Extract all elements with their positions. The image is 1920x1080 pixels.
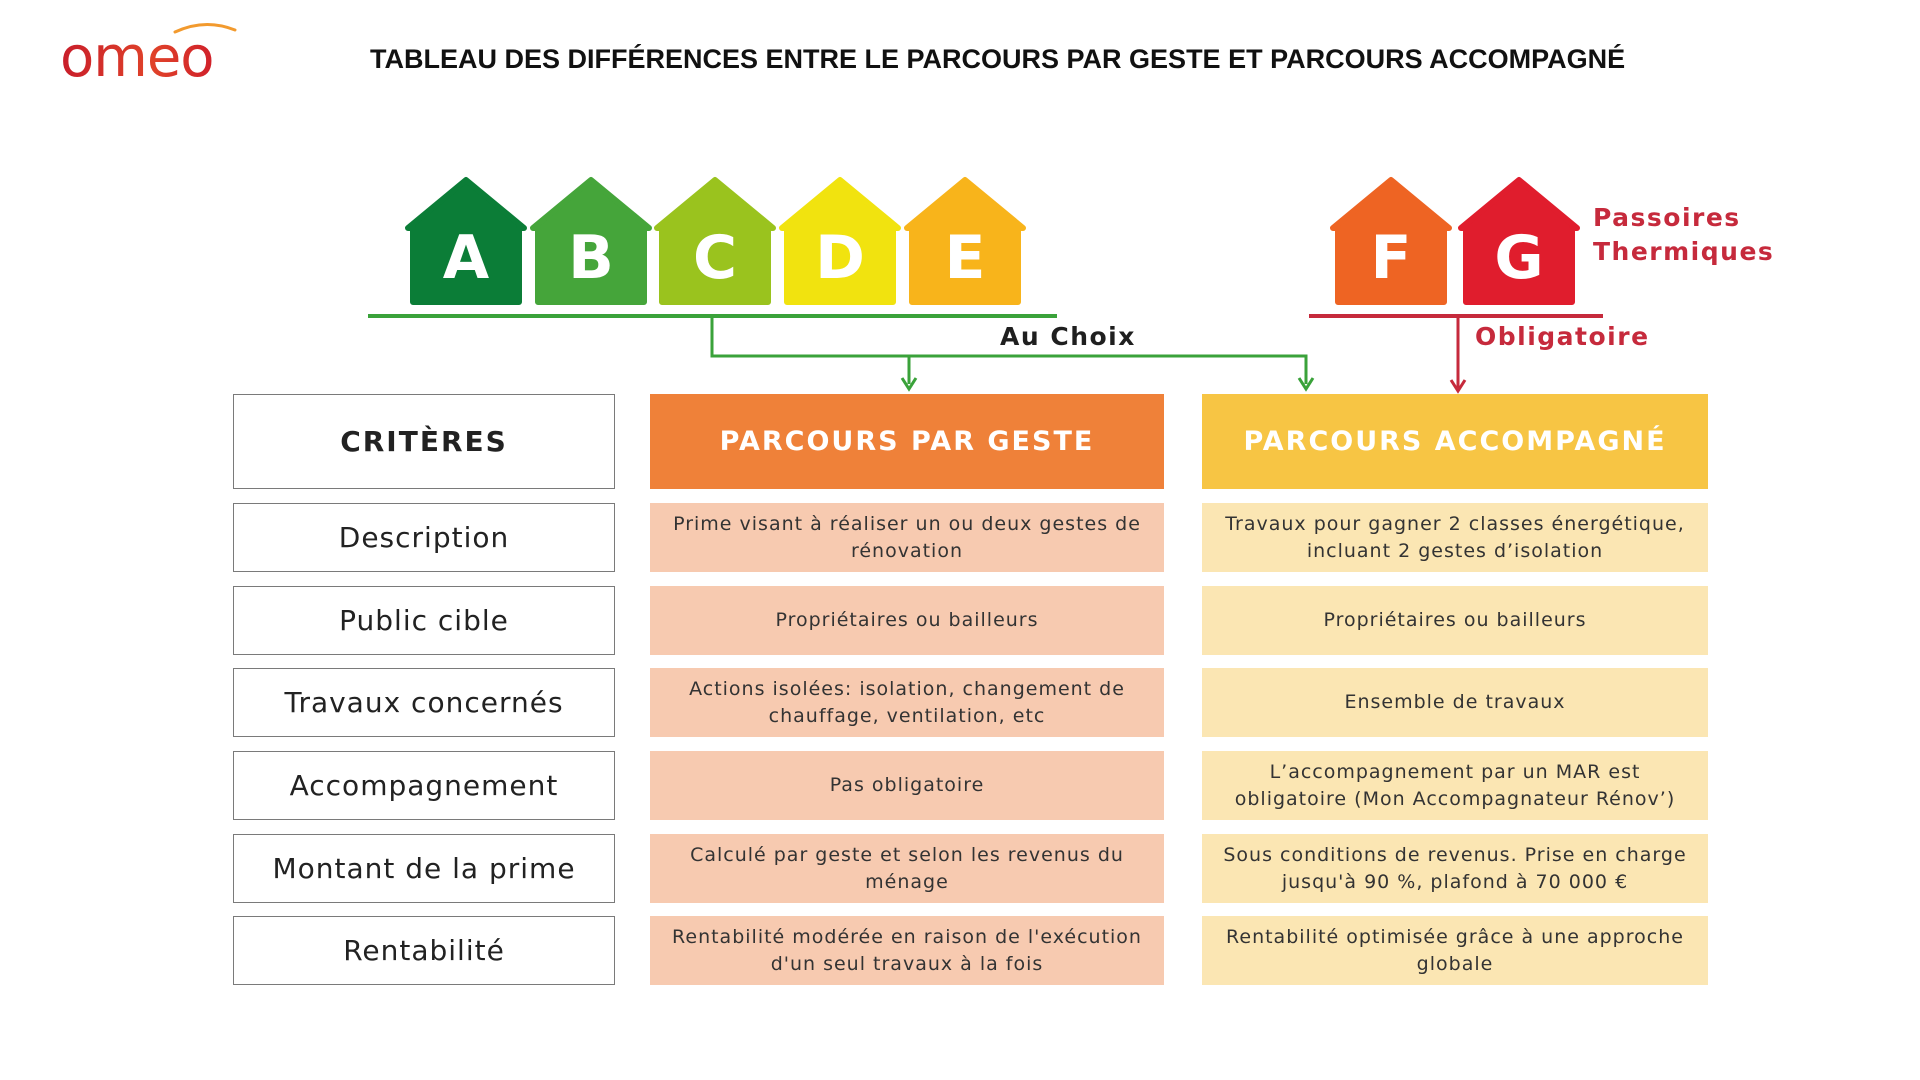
energy-class-letter: E — [944, 223, 986, 293]
accomp-cell: Ensemble de travaux — [1202, 668, 1708, 737]
accomp-cell: L’accompagnement par un MAR est obligatoire (Mon Accompagnateur Rénov’) — [1202, 751, 1708, 820]
energy-class-houses — [408, 180, 1577, 302]
energy-class-house-b — [533, 180, 649, 302]
criteria-header: CRITÈRES — [233, 394, 615, 489]
criterion-cell: Description — [233, 503, 615, 572]
obligatoire-label: Obligatoire — [1475, 322, 1650, 351]
passoires-label-line1: Passoires — [1593, 203, 1741, 232]
geste-cell: Calculé par geste et selon les revenus du ménage — [650, 834, 1164, 903]
geste-cell: Prime visant à réaliser un ou deux gestes de rénovation — [650, 503, 1164, 572]
energy-class-letter: F — [1370, 223, 1412, 293]
energy-class-letter: C — [692, 223, 738, 293]
page-title: TABLEAU DES DIFFÉRENCES ENTRE LE PARCOURS PAR GESTE ET PARCOURS ACCOMPAGNÉ — [370, 44, 1626, 74]
au-choix-label: Au Choix — [1000, 322, 1136, 351]
passoires-label-line2: Thermiques — [1593, 237, 1775, 266]
criterion-cell: Travaux concernés — [233, 668, 615, 737]
accomp-column-header: PARCOURS ACCOMPAGNÉ — [1202, 394, 1708, 489]
energy-class-house-e — [907, 180, 1023, 302]
energy-class-letter: D — [815, 223, 865, 293]
energy-class-house-a — [408, 180, 524, 302]
geste-column-header: PARCOURS PAR GESTE — [650, 394, 1164, 489]
accomp-cell: Propriétaires ou bailleurs — [1202, 586, 1708, 655]
criterion-cell: Public cible — [233, 586, 615, 655]
geste-cell: Pas obligatoire — [650, 751, 1164, 820]
energy-class-house-f — [1333, 180, 1449, 302]
logo-wordmark: omeo — [60, 25, 214, 86]
accomp-cell: Sous conditions de revenus. Prise en charge jusqu'à 90 %, plafond à 70 000 € — [1202, 834, 1708, 903]
geste-cell: Actions isolées: isolation, changement de chauffage, ventilation, etc — [650, 668, 1164, 737]
criterion-cell: Rentabilité — [233, 916, 615, 985]
energy-class-house-d — [782, 180, 898, 302]
accomp-cell: Rentabilité optimisée grâce à une approche globale — [1202, 916, 1708, 985]
energy-class-house-c — [657, 180, 773, 302]
geste-cell: Rentabilité modérée en raison de l'exécution d'un seul travaux à la fois — [650, 916, 1164, 985]
accomp-cell: Travaux pour gagner 2 classes énergétique, incluant 2 gestes d’isolation — [1202, 503, 1708, 572]
energy-class-letter: G — [1494, 223, 1544, 293]
criterion-cell: Accompagnement — [233, 751, 615, 820]
energy-class-house-g — [1461, 180, 1577, 302]
energy-class-letter: B — [568, 223, 614, 293]
energy-class-letter: A — [442, 223, 490, 293]
geste-cell: Propriétaires ou bailleurs — [650, 586, 1164, 655]
criterion-cell: Montant de la prime — [233, 834, 615, 903]
